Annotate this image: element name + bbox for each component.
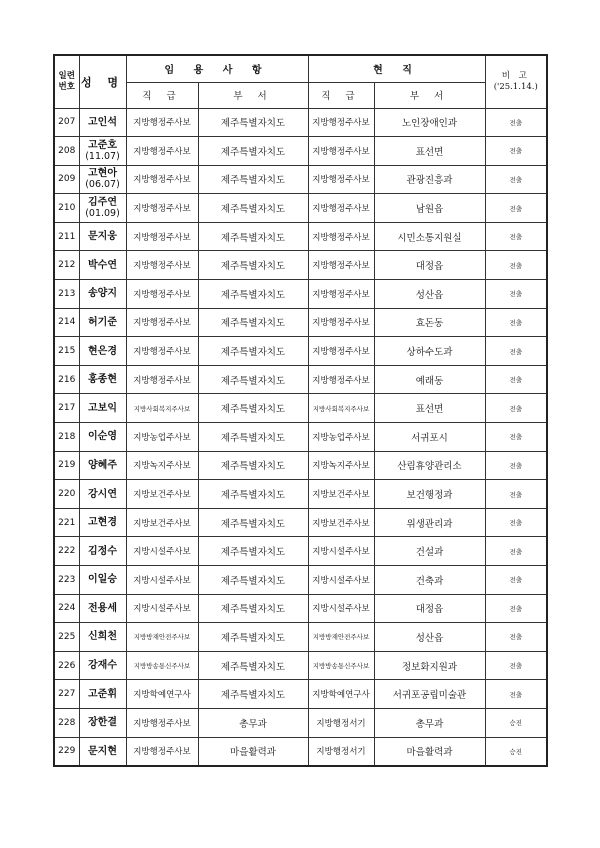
new-rank: 지방행정주사보 xyxy=(126,194,198,223)
new-dept: 제주특별자치도 xyxy=(198,108,308,137)
new-rank: 지방행정주사보 xyxy=(126,108,198,137)
name-cell xyxy=(79,337,126,366)
table-row xyxy=(54,165,547,194)
table-row xyxy=(54,594,547,623)
remark: 전출 xyxy=(485,308,547,337)
person-name: 고현아 xyxy=(88,168,117,180)
new-dept: 제주특별자치도 xyxy=(198,137,308,166)
appointment-table xyxy=(53,54,548,767)
name-cell xyxy=(79,651,126,680)
new-dept: 제주특별자치도 xyxy=(198,308,308,337)
person-name: 김정수 xyxy=(88,545,117,557)
person-name: 김주연 xyxy=(88,197,117,209)
current-rank: 지방행정주사보 xyxy=(308,194,374,223)
table-row xyxy=(54,337,547,366)
name-cell xyxy=(79,365,126,394)
current-rank: 지방행정주사보 xyxy=(308,108,374,137)
table-row xyxy=(54,480,547,509)
serial-number: 226 xyxy=(54,651,79,680)
current-rank: 지방행정주사보 xyxy=(308,251,374,280)
table-row xyxy=(54,623,547,652)
table-row xyxy=(54,280,547,309)
serial-number: 215 xyxy=(54,337,79,366)
remark: 전출 xyxy=(485,623,547,652)
person-name: 문지웅 xyxy=(88,231,117,243)
current-rank: 지방행정서기 xyxy=(308,737,374,766)
current-dept: 노인장애인과 xyxy=(374,108,485,137)
new-dept: 제주특별자치도 xyxy=(198,594,308,623)
header-current-dept: 부 서 xyxy=(374,82,485,108)
name-cell xyxy=(79,508,126,537)
new-rank: 지방보건주사보 xyxy=(126,480,198,509)
current-dept: 정보화지원과 xyxy=(374,651,485,680)
header-serial xyxy=(54,55,79,108)
serial-number: 228 xyxy=(54,708,79,737)
serial-number: 211 xyxy=(54,222,79,251)
serial-number: 207 xyxy=(54,108,79,137)
current-rank: 지방행정주사보 xyxy=(308,308,374,337)
new-rank: 지방방송통신주사보 xyxy=(126,651,198,680)
current-dept: 대정읍 xyxy=(374,251,485,280)
table-row xyxy=(54,566,547,595)
new-dept: 제주특별자치도 xyxy=(198,365,308,394)
person-name: 허기준 xyxy=(88,316,117,328)
current-rank: 지방방재안전주사보 xyxy=(308,623,374,652)
serial-number: 224 xyxy=(54,594,79,623)
header-name: 성 명 xyxy=(79,55,126,108)
name-cell xyxy=(79,251,126,280)
serial-number: 222 xyxy=(54,537,79,566)
person-name: 이일승 xyxy=(88,574,117,586)
current-rank: 지방행정주사보 xyxy=(308,337,374,366)
current-rank: 지방녹지주사보 xyxy=(308,451,374,480)
remark: 전출 xyxy=(485,365,547,394)
new-rank: 지방시설주사보 xyxy=(126,537,198,566)
new-dept: 제주특별자치도 xyxy=(198,280,308,309)
header-new-dept: 부 서 xyxy=(198,82,308,108)
remark: 전출 xyxy=(485,222,547,251)
remark: 전출 xyxy=(485,508,547,537)
name-cell xyxy=(79,737,126,766)
table-row xyxy=(54,451,547,480)
remark: 전출 xyxy=(485,423,547,452)
person-name: 고보익 xyxy=(88,402,117,414)
table-body xyxy=(54,108,547,766)
header-current-rank: 직 급 xyxy=(308,82,374,108)
current-dept: 성산읍 xyxy=(374,623,485,652)
new-rank: 지방행정주사보 xyxy=(126,365,198,394)
current-dept: 관광진흥과 xyxy=(374,165,485,194)
table-row xyxy=(54,394,547,423)
serial-number: 221 xyxy=(54,508,79,537)
header-current-position: 현 직 xyxy=(308,55,485,82)
new-rank: 지방행정주사보 xyxy=(126,337,198,366)
serial-number: 216 xyxy=(54,365,79,394)
table-row xyxy=(54,222,547,251)
current-dept: 서귀포공립미술관 xyxy=(374,680,485,709)
header-serial-label: 일련 번호 xyxy=(58,70,75,92)
remark: 전출 xyxy=(485,480,547,509)
name-cell xyxy=(79,194,126,223)
name-cell xyxy=(79,451,126,480)
name-cell xyxy=(79,222,126,251)
table-row xyxy=(54,680,547,709)
person-name: 송양지 xyxy=(88,288,117,300)
current-dept: 표선면 xyxy=(374,394,485,423)
person-name: 강재수 xyxy=(88,660,117,672)
table-row xyxy=(54,737,547,766)
person-name: 이순영 xyxy=(88,431,117,443)
current-rank: 지방시설주사보 xyxy=(308,566,374,595)
new-dept: 제주특별자치도 xyxy=(198,194,308,223)
remark: 전출 xyxy=(485,108,547,137)
table-row xyxy=(54,651,547,680)
current-rank: 지방방송통신주사보 xyxy=(308,651,374,680)
current-rank: 지방농업주사보 xyxy=(308,423,374,452)
remark: 전출 xyxy=(485,451,547,480)
person-name: 양혜주 xyxy=(88,459,117,471)
remark: 전출 xyxy=(485,137,547,166)
person-name: 고준호 xyxy=(88,139,117,151)
new-dept: 제주특별자치도 xyxy=(198,623,308,652)
name-cell xyxy=(79,537,126,566)
header-appointment: 임 용 사 항 xyxy=(126,55,308,82)
remark: 전출 xyxy=(485,337,547,366)
current-rank: 지방보건주사보 xyxy=(308,508,374,537)
current-rank: 지방행정주사보 xyxy=(308,365,374,394)
new-dept: 제주특별자치도 xyxy=(198,566,308,595)
name-cell xyxy=(79,680,126,709)
name-cell xyxy=(79,594,126,623)
current-dept: 상하수도과 xyxy=(374,337,485,366)
new-rank: 지방행정주사보 xyxy=(126,737,198,766)
current-rank: 지방행정주사보 xyxy=(308,222,374,251)
table-row xyxy=(54,137,547,166)
person-name: 신희천 xyxy=(88,631,117,643)
serial-number: 225 xyxy=(54,623,79,652)
new-dept: 제주특별자치도 xyxy=(198,480,308,509)
new-rank: 지방방재안전주사보 xyxy=(126,623,198,652)
person-name: 고준휘 xyxy=(88,688,117,700)
person-name: 전용세 xyxy=(88,602,117,614)
current-dept: 시민소통지원실 xyxy=(374,222,485,251)
current-dept: 보건행정과 xyxy=(374,480,485,509)
person-date: (01.09) xyxy=(85,208,120,220)
person-name: 박수연 xyxy=(88,259,117,271)
remark: 전출 xyxy=(485,566,547,595)
table-row xyxy=(54,194,547,223)
name-cell xyxy=(79,623,126,652)
new-dept: 제주특별자치도 xyxy=(198,165,308,194)
name-cell xyxy=(79,165,126,194)
header-new-rank: 직 급 xyxy=(126,82,198,108)
name-cell xyxy=(79,280,126,309)
current-rank: 지방시설주사보 xyxy=(308,594,374,623)
current-rank: 지방시설주사보 xyxy=(308,537,374,566)
table-row xyxy=(54,365,547,394)
new-dept: 제주특별자치도 xyxy=(198,337,308,366)
new-rank: 지방사회복지주사보 xyxy=(126,394,198,423)
remark: 전출 xyxy=(485,394,547,423)
serial-number: 217 xyxy=(54,394,79,423)
current-dept: 총무과 xyxy=(374,708,485,737)
new-rank: 지방행정주사보 xyxy=(126,165,198,194)
name-cell xyxy=(79,423,126,452)
new-dept: 제주특별자치도 xyxy=(198,537,308,566)
remark: 전출 xyxy=(485,594,547,623)
new-dept: 제주특별자치도 xyxy=(198,651,308,680)
table-row xyxy=(54,251,547,280)
remark: 전출 xyxy=(485,680,547,709)
serial-number: 220 xyxy=(54,480,79,509)
table-row xyxy=(54,423,547,452)
current-rank: 지방행정주사보 xyxy=(308,137,374,166)
serial-number: 223 xyxy=(54,566,79,595)
current-rank: 지방사회복지주사보 xyxy=(308,394,374,423)
person-name: 문지현 xyxy=(88,745,117,757)
serial-number: 209 xyxy=(54,165,79,194)
new-dept: 제주특별자치도 xyxy=(198,451,308,480)
person-name: 장한결 xyxy=(88,717,117,729)
person-name: 홍종현 xyxy=(88,374,117,386)
current-rank: 지방행정주사보 xyxy=(308,280,374,309)
name-cell xyxy=(79,137,126,166)
serial-number: 208 xyxy=(54,137,79,166)
header-remark-title: 비 고 xyxy=(501,70,530,81)
new-rank: 지방녹지주사보 xyxy=(126,451,198,480)
current-rank: 지방행정주사보 xyxy=(308,165,374,194)
remark: 전출 xyxy=(485,165,547,194)
person-name: 현은경 xyxy=(88,345,117,357)
header-remark xyxy=(485,55,547,108)
new-dept: 제주특별자치도 xyxy=(198,251,308,280)
new-rank: 지방시설주사보 xyxy=(126,594,198,623)
person-date: (11.07) xyxy=(85,150,120,162)
current-dept: 건설과 xyxy=(374,537,485,566)
new-dept: 총무과 xyxy=(198,708,308,737)
remark: 전출 xyxy=(485,194,547,223)
name-cell xyxy=(79,308,126,337)
table-row xyxy=(54,508,547,537)
header-remark-date: ('25.1.14.) xyxy=(493,81,538,92)
remark: 전출 xyxy=(485,537,547,566)
new-rank: 지방행정주사보 xyxy=(126,222,198,251)
current-dept: 건축과 xyxy=(374,566,485,595)
new-rank: 지방농업주사보 xyxy=(126,423,198,452)
new-rank: 지방행정주사보 xyxy=(126,251,198,280)
current-dept: 산림휴양관리소 xyxy=(374,451,485,480)
current-dept: 위생관리과 xyxy=(374,508,485,537)
current-dept: 대정읍 xyxy=(374,594,485,623)
remark: 전출 xyxy=(485,651,547,680)
current-rank: 지방행정서기 xyxy=(308,708,374,737)
new-rank: 지방행정주사보 xyxy=(126,708,198,737)
remark: 전출 xyxy=(485,280,547,309)
remark: 승진 xyxy=(485,737,547,766)
current-dept: 서귀포시 xyxy=(374,423,485,452)
new-dept: 제주특별자치도 xyxy=(198,680,308,709)
current-dept: 효돈동 xyxy=(374,308,485,337)
new-rank: 지방학예연구사 xyxy=(126,680,198,709)
serial-number: 219 xyxy=(54,451,79,480)
name-cell xyxy=(79,480,126,509)
current-dept: 남원읍 xyxy=(374,194,485,223)
new-dept: 마을활력과 xyxy=(198,737,308,766)
serial-number: 227 xyxy=(54,680,79,709)
serial-number: 213 xyxy=(54,280,79,309)
table-row xyxy=(54,537,547,566)
name-cell xyxy=(79,394,126,423)
serial-number: 210 xyxy=(54,194,79,223)
serial-number: 218 xyxy=(54,423,79,452)
person-name: 고인석 xyxy=(88,116,117,128)
serial-number: 212 xyxy=(54,251,79,280)
table-row xyxy=(54,308,547,337)
current-rank: 지방보건주사보 xyxy=(308,480,374,509)
new-dept: 제주특별자치도 xyxy=(198,222,308,251)
person-name: 고현경 xyxy=(88,517,117,529)
new-dept: 제주특별자치도 xyxy=(198,423,308,452)
current-dept: 예래동 xyxy=(374,365,485,394)
new-rank: 지방행정주사보 xyxy=(126,137,198,166)
new-rank: 지방시설주사보 xyxy=(126,566,198,595)
table-row xyxy=(54,108,547,137)
new-dept: 제주특별자치도 xyxy=(198,394,308,423)
remark: 전출 xyxy=(485,251,547,280)
name-cell xyxy=(79,708,126,737)
name-cell xyxy=(79,108,126,137)
current-dept: 마을활력과 xyxy=(374,737,485,766)
new-rank: 지방보건주사보 xyxy=(126,508,198,537)
person-name: 강시연 xyxy=(88,488,117,500)
current-dept: 표선면 xyxy=(374,137,485,166)
new-rank: 지방행정주사보 xyxy=(126,280,198,309)
new-rank: 지방행정주사보 xyxy=(126,308,198,337)
remark: 승진 xyxy=(485,708,547,737)
table-row xyxy=(54,708,547,737)
current-dept: 성산읍 xyxy=(374,280,485,309)
new-dept: 제주특별자치도 xyxy=(198,508,308,537)
name-cell xyxy=(79,566,126,595)
serial-number: 229 xyxy=(54,737,79,766)
serial-number: 214 xyxy=(54,308,79,337)
person-date: (06.07) xyxy=(85,179,120,191)
current-rank: 지방학예연구사 xyxy=(308,680,374,709)
